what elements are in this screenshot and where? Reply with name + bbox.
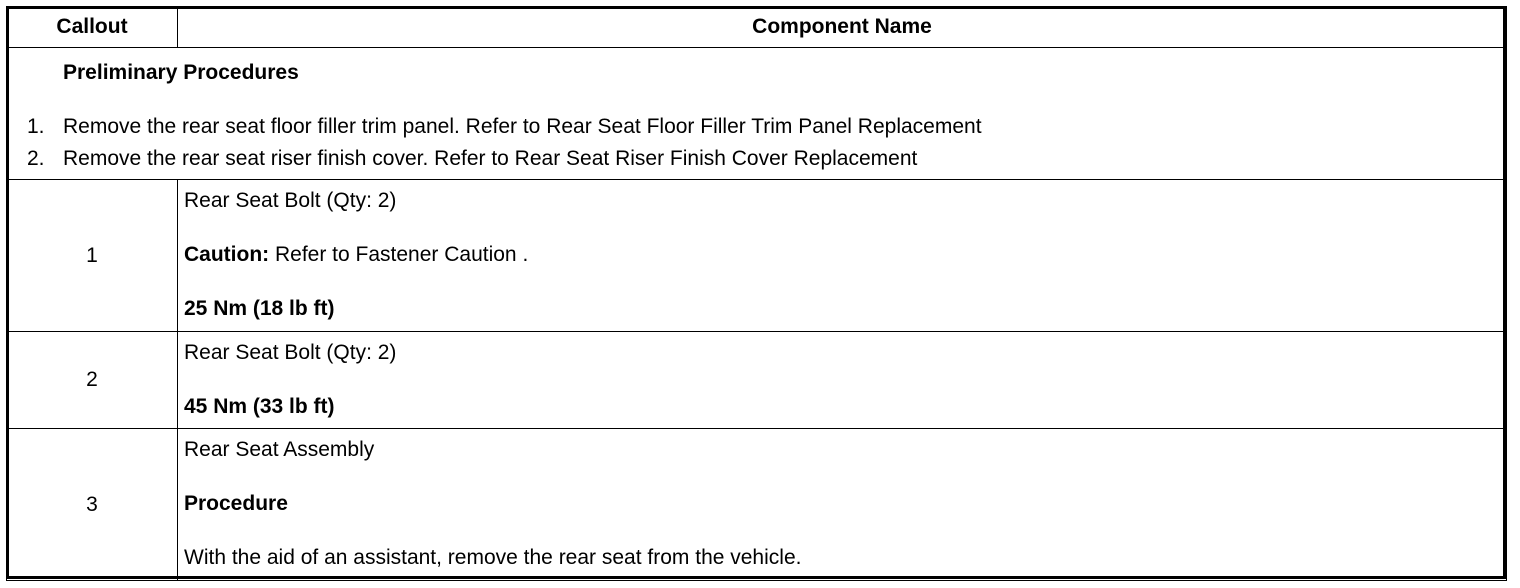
preliminary-procedures-heading: Preliminary Procedures: [63, 61, 299, 84]
step-number: 1.: [27, 115, 45, 138]
callout-number: 1: [7, 180, 178, 332]
step-text: Remove the rear seat riser finish cover. Refer to Rear Seat Riser Finish Cover Replacement: [63, 147, 918, 170]
callout-column-header: Callout: [7, 7, 178, 48]
callout-number: 2: [7, 332, 178, 429]
step-number: 2.: [27, 147, 45, 170]
component-name: Rear Seat Assembly: [184, 438, 375, 461]
procedure-text: With the aid of an assistant, remove the rear seat from the vehicle.: [184, 546, 802, 569]
table-outer-border: [6, 6, 1506, 579]
step-text: Remove the rear seat floor filler trim panel. Refer to Rear Seat Floor Filler Trim Panel Replacement: [63, 115, 982, 138]
procedure-label: Procedure: [184, 492, 288, 515]
caution-text: Refer to Fastener Caution .: [269, 243, 529, 266]
component-name: Rear Seat Bolt (Qty: 2): [184, 341, 397, 364]
torque-spec: 25 Nm (18 lb ft): [184, 297, 335, 320]
component-name: Rear Seat Bolt (Qty: 2): [184, 189, 397, 212]
component-name-column-header: Component Name: [178, 7, 1507, 48]
caution-label: Caution:: [184, 243, 270, 266]
callout-number: 3: [7, 429, 178, 581]
torque-spec: 45 Nm (33 lb ft): [184, 395, 335, 418]
